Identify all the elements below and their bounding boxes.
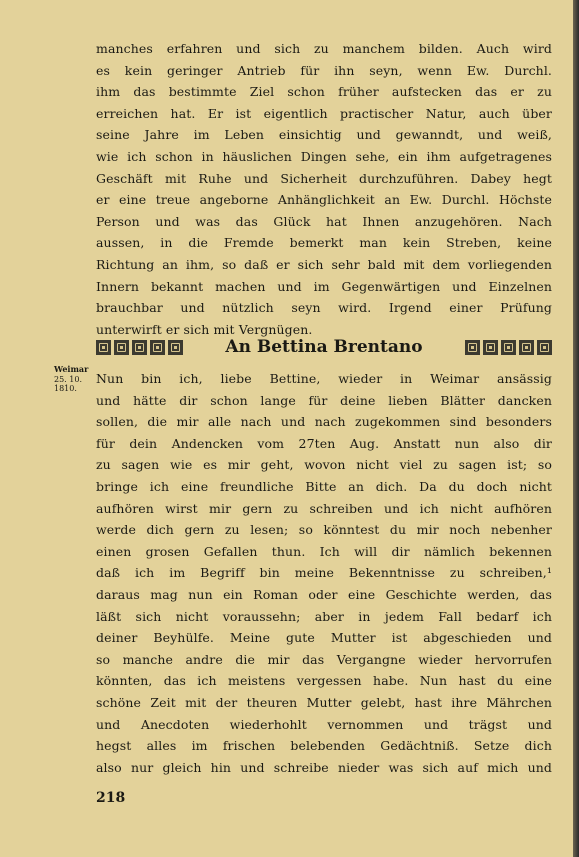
page-number: 218 [96,790,126,806]
text-line: sollen, die mir alle nach und nach zugekommen sind besonders [96,414,552,430]
margin-note [54,365,96,394]
ornament-icon [501,340,516,355]
text-line: ihm das bestimmte Ziel schon früher aufstecken das er zu [96,84,552,100]
text-line: und hätte dir schon lange für deine lieben Blätter dancken [96,392,552,408]
text-line: Person und was das Glück hat Ihnen anzugehören. Nach [96,213,552,229]
text-line: Innern bekannt machen und im Gegenwärtigen und Einzelnen [96,278,552,294]
ornament-left [96,340,183,355]
text-line: seine Jahre im Leben einsichtig und gewanndt, und weiß, [96,127,552,143]
text-line: bringe ich eine freundliche Bitte an dich. Da du doch nicht [96,478,552,494]
text-line: aussen, in die Fremde bemerkt man kein Streben, keine [96,235,552,251]
text-line: brauchbar und nützlich seyn wird. Irgend einer Prüfung [96,300,552,316]
text-line: so manche andre die mir das Vergangne wieder hervorrufen [96,651,552,667]
text-line: hegst alles im frischen belebenden Gedächtniß. Setze dich [96,738,552,754]
ornament-icon [132,340,147,355]
letter-body-text [96,368,552,778]
text-line: es kein geringer Antrieb für ihn seyn, wenn Ew. Durchl. [96,62,552,78]
text-line: einen grosen Gefallen thun. Ich will dir nämlich bekennen [96,543,552,559]
ornament-icon [519,340,534,355]
text-line: aufhören wirst mir gern zu schreiben und ich nicht aufhören [96,500,552,516]
text-line: schöne Zeit mit der theuren Mutter gelebt, hast ihre Mährchen [96,694,552,710]
ornament-icon [465,340,480,355]
text-line: wie ich schon in häuslichen Dingen sehe, ein ihm aufgetragenes [96,148,552,164]
text-line: er eine treue angeborne Anhänglichkeit an Ew. Durchl. Höchste [96,192,552,208]
text-line: werde dich gern zu lesen; so könntest du mir noch nebenher [96,522,552,538]
letter-title: An Bettina Brentano [225,337,423,357]
margin-date: 25. 10. [54,374,82,384]
letter-heading [96,335,552,359]
margin-year: 1810. [54,384,77,393]
letter-continuation-text [96,38,552,340]
text-line: und Anecdoten wiederhohlt vernommen und trägst und [96,716,552,732]
text-line: also nur gleich hin und schreibe nieder was sich auf mich und [96,759,552,775]
ornament-icon [168,340,183,355]
text-line: Richtung an ihm, so daß er sich sehr bald mit dem vorliegenden [96,256,552,272]
ornament-icon [483,340,498,355]
ornament-icon [96,340,111,355]
margin-place: Weimar [54,364,89,374]
ornament-icon [150,340,165,355]
text-line: Geschäft mit Ruhe und Sicherheit durchzuführen. Dabey hegt [96,170,552,186]
text-line: für dein Andencken vom 27ten Aug. Anstatt nun also dir [96,435,552,451]
text-line: manches erfahren und sich zu manchem bilden. Auch wird [96,41,552,56]
text-line: unterwirft er sich mit Vergnügen. [96,321,313,337]
ornament-icon [114,340,129,355]
text-line: Nun bin ich, liebe Bettine, wieder in Weimar ansässig [96,371,552,386]
text-line: läßt sich nicht voraussehn; aber in jedem Fall bedarf ich [96,608,552,624]
page-edge-shadow [573,0,579,857]
text-line: daß ich im Begriff bin meine Bekenntnisse zu schreiben,¹ [96,565,552,581]
text-line: daraus mag nun ein Roman oder eine Geschichte werden, das [96,586,552,602]
text-line: zu sagen wie es mir geht, wovon nicht viel zu sagen ist; so [96,457,552,473]
text-line: könnten, das ich meistens vergessen habe. Nun hast du eine [96,673,552,689]
text-line: deiner Beyhülfe. Meine gute Mutter ist abgeschieden und [96,630,552,646]
text-line: erreichen hat. Er ist eigentlich practischer Natur, auch über [96,105,552,121]
ornament-right [465,340,552,355]
ornament-icon [537,340,552,355]
